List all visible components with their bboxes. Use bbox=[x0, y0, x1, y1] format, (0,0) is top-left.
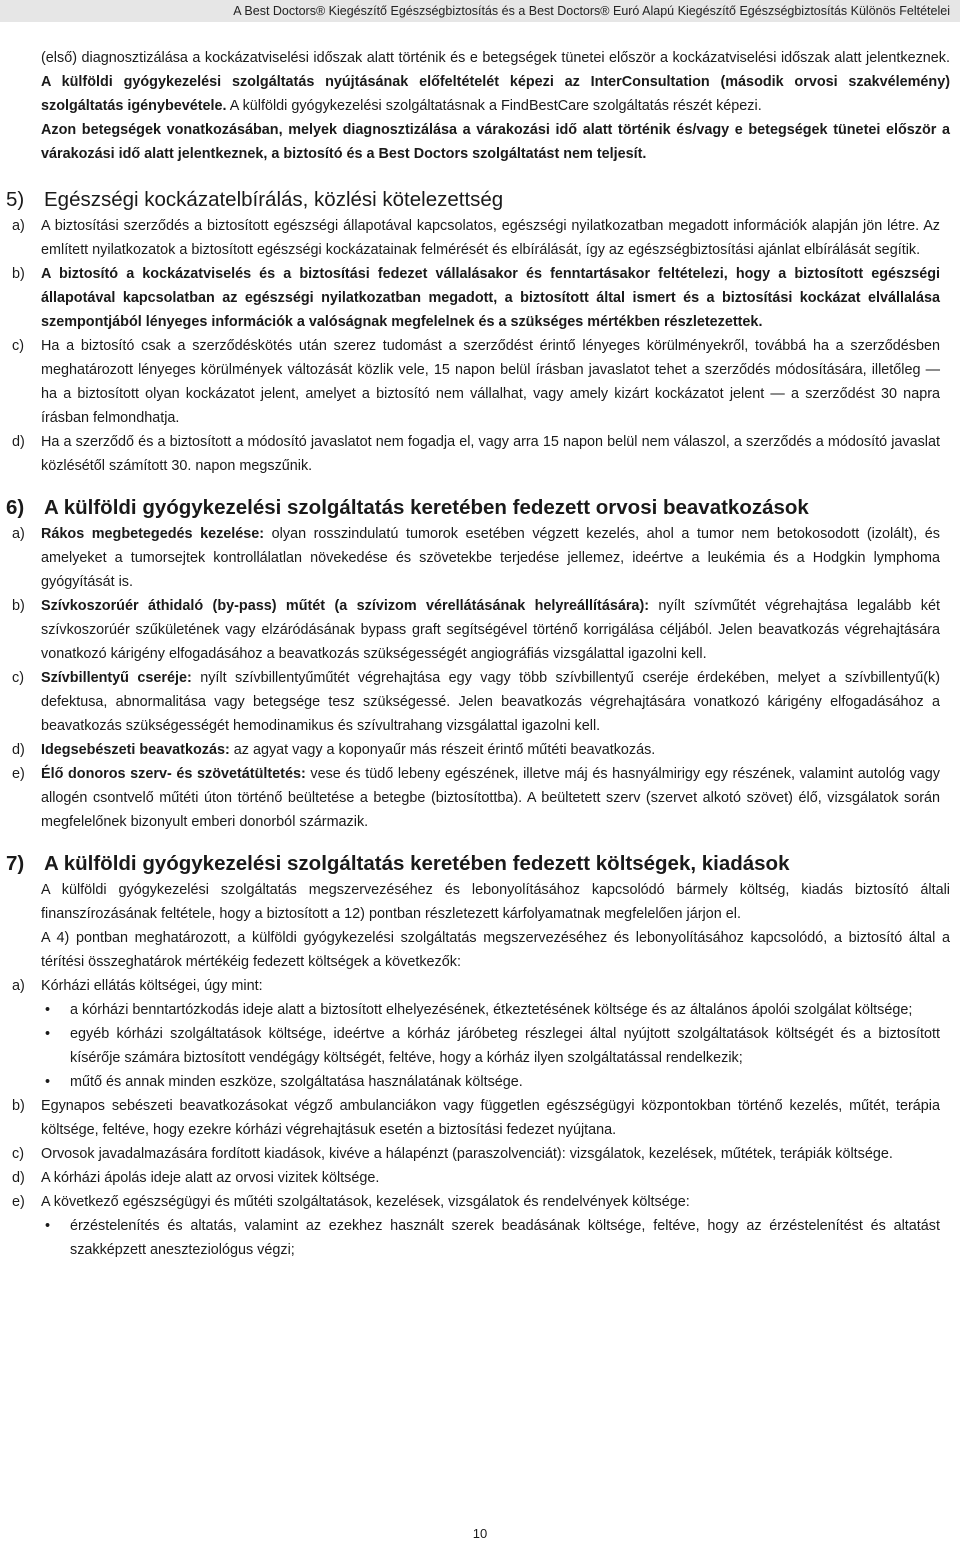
item-text: Orvosok javadalmazására fordított kiadások, kivéve a hálapénzt (paraszolvenciát): vizsgálatok, kezelések, műtétek, terápiák költsége. bbox=[41, 1146, 893, 1162]
list-item bbox=[0, 262, 960, 334]
item-text: Kórházi ellátás költségei, úgy mint: bbox=[41, 978, 263, 994]
item-text: A biztosítási szerződés a biztosított egészségi állapotával kapcsolatos, egészségi nyilatkozatban megadott információk alapján jön létre. Az említett nyilatkozatok a biztosított egészségi kockázatainak felmérését és elbírálását, így az egészségbiztosítási ajánlat elbírálását segítik. bbox=[41, 218, 940, 258]
item-text bbox=[41, 522, 950, 594]
item-term: Idegsebészeti beavatkozás: bbox=[41, 742, 230, 758]
bullet-text: a kórházi benntartózkodás ideje alatt a biztosított elhelyezésének, étkeztetésének költsége és az általános ápolói szolgálat költsége; bbox=[70, 1002, 913, 1018]
header-title: A Best Doctors® Kiegészítő Egészségbiztosítás és a Best Doctors® Euró Alapú Kiegészítő Egészségbiztosítás Különös Feltételei bbox=[233, 4, 950, 18]
list-item bbox=[0, 974, 960, 998]
bullet-icon: • bbox=[45, 1002, 51, 1018]
section-7-paragraph-1: A külföldi gyógykezelési szolgáltatás megszervezéséhez és lebonyolításához kapcsolódó bármely költség, kiadás biztosító általi finanszírozásának feltétele, hogy a biztosított a 12) pontban részletezett kárfolyamatnak megfelelően járjon el. bbox=[41, 882, 950, 922]
item-term: Szívbillentyű cseréje: bbox=[41, 670, 192, 686]
item-text: A biztosító a kockázatviselés és a biztosítási fedezet vállalásakor és fenntartásakor feltételezi, hogy a biztosított egészségi állapotával kapcsolatban az egészségi nyilatkozatban megadott, a biztosított által ismert és a biztosítási kockázat elvállalása szempontjából lényeges információk a valóságnak megfelelnek és a szükséges mértékben részletezettek. bbox=[41, 266, 940, 330]
item-term: Rákos megbetegedés kezelése: bbox=[41, 526, 265, 542]
section-6-heading bbox=[0, 494, 960, 522]
intro-tail-text: A külföldi gyógykezelési szolgáltatásnak a FindBestCare szolgáltatás részét képezi. bbox=[226, 98, 762, 114]
section-6 bbox=[0, 494, 960, 834]
intro-paragraph-2 bbox=[0, 118, 960, 166]
intro-block bbox=[0, 46, 960, 166]
page-content bbox=[0, 46, 960, 1278]
item-label: b) bbox=[12, 1098, 25, 1114]
list-item bbox=[0, 666, 960, 738]
section-title: A külföldi gyógykezelési szolgáltatás keretében fedezett költségek, kiadások bbox=[44, 852, 790, 875]
section-7-heading bbox=[0, 850, 960, 878]
section-number: 5) bbox=[6, 188, 25, 211]
item-text bbox=[41, 666, 950, 738]
list-item bbox=[0, 334, 960, 430]
item-label: b) bbox=[12, 598, 25, 614]
item-description: nyílt szívbillentyűműtét végrehajtása egy vagy több szívbillentyű cseréje érdekében, melyet a szívbillentyű(k) defektusa, abnormalitása vagy betegsége tesz szükségessé. Jelen beavatkozás végrehajtására vonatkozó kárigény elfogadásához a beavatkozás szükségességét hemodinamikus és szívultrahang vizsgálattal igazolni kell. bbox=[41, 670, 940, 734]
item-description: vese és tüdő lebeny egészének, illetve máj és hasnyálmirigy egy részének, valamint autológ vagy allogén csontvelő műtéti úton történő beültetése a betegbe (biztosítottba). A beültetett szerv (szervet alkotó szövet) élő, vizsgálatok során megfelelőnek bizonyult emberi donorból származik. bbox=[41, 766, 940, 830]
item-label: d) bbox=[12, 742, 25, 758]
intro-bold-text: A külföldi gyógykezelési szolgáltatás nyújtásának előfeltételét képezi az InterConsultation (második orvosi szakvélemény) szolgáltatás igénybevétele. bbox=[41, 74, 950, 114]
item-label: b) bbox=[12, 266, 25, 282]
item-text: Egynapos sebészeti beavatkozásokat végző ambulanciákon vagy független egészségügyi központokban történő kezelés, műtét, terápia költsége, feltéve, hogy ezekre kórházi végrehajtásuk esetén a biztosítási fedezet nyújtana. bbox=[41, 1098, 940, 1138]
list-item bbox=[0, 594, 960, 666]
bullet-list bbox=[0, 1214, 960, 1262]
intro-paragraph-1 bbox=[0, 46, 960, 118]
running-header bbox=[0, 0, 960, 22]
list-item bbox=[0, 1142, 960, 1166]
item-description: nyílt szívműtét végrehajtása legalább két szívkoszorúér szűkületének vagy elzáródásának bypass graft segítségével történő korrigálása céljából. Jelen beavatkozás végrehajtására vonatkozó kárigény elfogadásához a beavatkozás szükségességét angiográfiás vizsgálattal igazolni kell. bbox=[41, 598, 940, 662]
list-item bbox=[0, 1166, 960, 1190]
bullet-text: egyéb kórházi szolgáltatások költsége, ideértve a kórház járóbeteg részlegei által nyújtott szolgáltatások költségét és a biztosított kísérője számára biztosított vendégágy költségét, feltéve, hogy a kórház ilyen szolgáltatással rendelkezik; bbox=[70, 1026, 940, 1066]
item-label: a) bbox=[12, 526, 25, 542]
section-5 bbox=[0, 186, 960, 478]
item-text bbox=[41, 738, 950, 762]
section-number: 7) bbox=[6, 852, 25, 875]
bullet-item bbox=[0, 1214, 960, 1262]
item-text: Ha a szerződő és a biztosított a módosító javaslatot nem fogadja el, vagy arra 15 napon belül nem válaszol, a szerződés a módosító javaslat közlésétől számított 30. napon megszűnik. bbox=[41, 434, 940, 474]
item-text: Ha a biztosító csak a szerződéskötés után szerez tudomást a szerződést érintő lényeges körülményekről, továbbá ha a szerződésben meghatározott lényeges körülmények változását közlik vele, 15 napon belül írásban javaslatot tehet a szerződés módosítására, illetőleg — ha a biztosított olyan kockázatot jelent, amelyet a biztosító nem vállalhat, vagy amely kizárt kockázatot jelent — a szerződést 30 napra írásban felmondhatja. bbox=[41, 338, 940, 426]
bullet-item bbox=[0, 1022, 960, 1070]
item-label: d) bbox=[12, 434, 25, 450]
bullet-text: műtő és annak minden eszköze, szolgáltatása használatának költsége. bbox=[70, 1074, 523, 1090]
item-term: Szívkoszorúér áthidaló (by-pass) műtét (a szívizom vérellátásának helyreállítására): bbox=[41, 598, 650, 614]
item-description: az agyat vagy a koponyaűr más részeit érintő műtéti beavatkozás. bbox=[229, 742, 656, 758]
item-text bbox=[41, 594, 950, 666]
item-text: A következő egészségügyi és műtéti szolgáltatások, kezelések, vizsgálatok és rendelvények költsége: bbox=[41, 1194, 690, 1210]
page-footer bbox=[0, 1526, 960, 1542]
list-item bbox=[0, 430, 960, 478]
item-text bbox=[41, 762, 950, 834]
item-text: A kórházi ápolás ideje alatt az orvosi vizitek költsége. bbox=[41, 1170, 380, 1186]
waiting-period-notice: Azon betegségek vonatkozásában, melyek diagnosztizálása a várakozási idő alatt történik és/vagy e betegségek tünetei először a várakozási idő alatt jelentkeznek, a biztosító és a Best Doctors szolgáltatást nem teljesít. bbox=[41, 122, 950, 162]
item-label: c) bbox=[12, 670, 24, 686]
section-title: A külföldi gyógykezelési szolgáltatás keretében fedezett orvosi beavatkozások bbox=[44, 496, 809, 519]
item-label: a) bbox=[12, 978, 25, 994]
item-term: Élő donoros szerv- és szövetátültetés: bbox=[41, 766, 306, 782]
section-title: Egészségi kockázatelbírálás, közlési kötelezettség bbox=[44, 188, 504, 211]
section-5-heading bbox=[0, 186, 960, 214]
list-item bbox=[0, 522, 960, 594]
item-label: d) bbox=[12, 1170, 25, 1186]
list-item bbox=[0, 1190, 960, 1214]
list-item bbox=[0, 1094, 960, 1142]
list-item bbox=[0, 762, 960, 834]
intro-text: (első) diagnosztizálása a kockázatviselési időszak alatt történik és e betegségek tünetei először a kockázatviselési időszak alatt jelentkeznek. bbox=[41, 50, 950, 66]
list-item bbox=[0, 214, 960, 262]
item-label: a) bbox=[12, 218, 25, 234]
item-label: c) bbox=[12, 338, 24, 354]
bullet-item bbox=[0, 1070, 960, 1094]
bullet-icon: • bbox=[45, 1026, 51, 1042]
item-label: c) bbox=[12, 1146, 24, 1162]
bullet-icon: • bbox=[45, 1218, 51, 1234]
item-label: e) bbox=[12, 766, 25, 782]
bullet-item bbox=[0, 998, 960, 1022]
bullet-list bbox=[0, 998, 960, 1094]
list-item bbox=[0, 738, 960, 762]
item-label: e) bbox=[12, 1194, 25, 1210]
section-7-paragraph-2: A 4) pontban meghatározott, a külföldi gyógykezelési szolgáltatás megszervezéséhez és lebonyolításához kapcsolódó, a biztosító által a térítési összeghatárok mértékéig fedezett költségek a következők: bbox=[41, 930, 950, 970]
bullet-text: érzéstelenítés és altatás, valamint az ezekhez használt szerek beadásának költsége, feltéve, hogy az érzéstelenítést és altatást szakképzett aneszteziológus végzi; bbox=[70, 1218, 940, 1258]
item-description: olyan rosszindulatú tumorok esetében végzett kezelés, ahol a tumor nem betokosodott (izolált), és amelyeket a tumorsejtek kontrollálatlan növekedése és szövetekbe terjedése jellemez, ideértve a leukémia és a Hodgkin lymphoma gyógyítását is. bbox=[41, 526, 941, 590]
page-number: 10 bbox=[472, 1526, 488, 1541]
bullet-icon: • bbox=[45, 1074, 51, 1090]
section-7 bbox=[0, 850, 960, 1262]
section-number: 6) bbox=[6, 496, 25, 519]
